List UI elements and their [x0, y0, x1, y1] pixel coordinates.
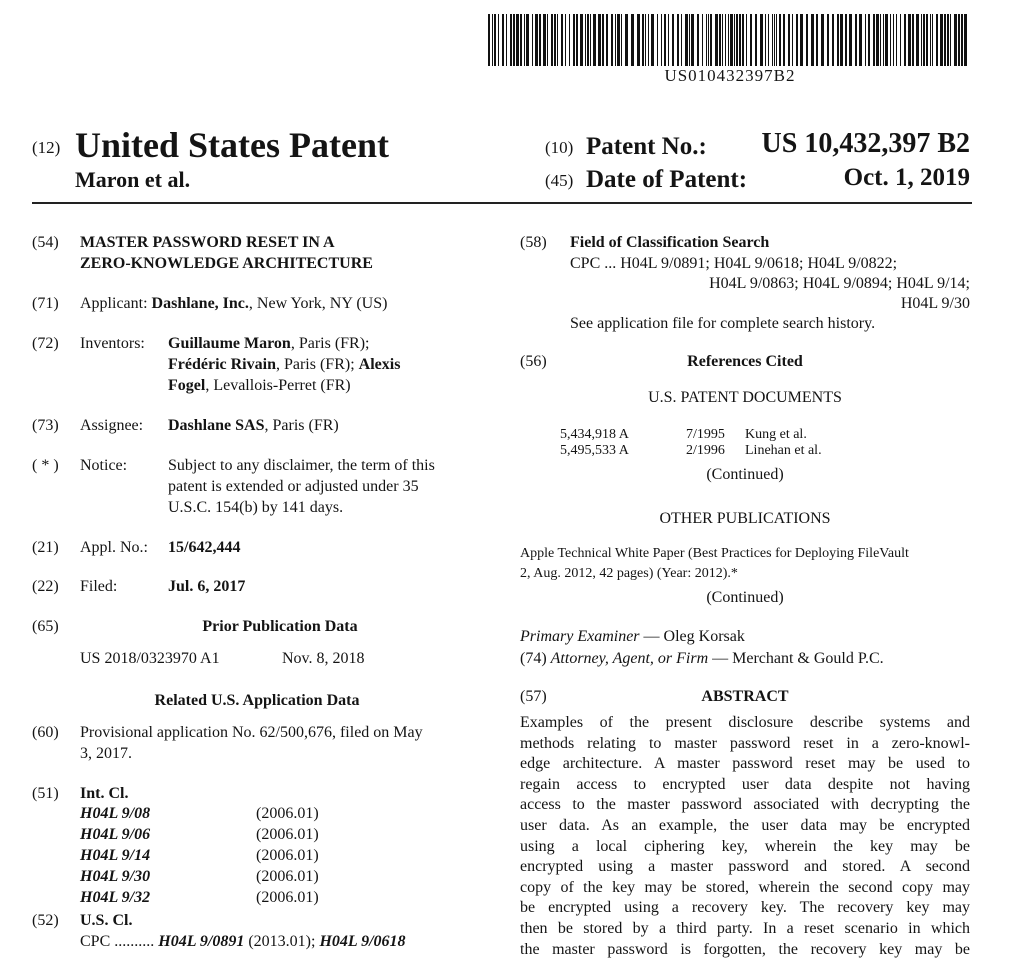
us-cl-label: U.S. Cl.	[80, 912, 133, 929]
us-patent-docs-heading: U.S. PATENT DOCUMENTS	[648, 389, 842, 406]
int-cl-class: H04L 9/06	[80, 826, 151, 843]
int-cl-year: (2006.01)	[256, 826, 319, 843]
barcode-bar	[765, 14, 766, 66]
invention-title-line2: ZERO-KNOWLEDGE ARCHITECTURE	[80, 255, 373, 272]
barcode-bar	[617, 14, 620, 66]
barcode-bar	[772, 14, 773, 66]
code-45: (45)	[545, 171, 574, 190]
applicant-line	[80, 293, 387, 314]
barcode-bar	[811, 14, 814, 66]
int-cl-class: H04L 9/30	[80, 868, 151, 885]
barcode-bar	[725, 14, 726, 66]
barcode-bar	[730, 14, 733, 66]
barcode-bar	[685, 14, 688, 66]
examiner-line	[520, 626, 745, 647]
barcode-bar	[893, 14, 894, 66]
prior-pub-heading: Prior Publication Data	[202, 618, 358, 635]
barcode-bar	[565, 14, 566, 66]
int-cl-year: (2006.01)	[256, 805, 319, 822]
barcode-bar	[779, 14, 781, 66]
barcode-bar	[587, 14, 589, 66]
other-publications-heading: OTHER PUBLICATIONS	[659, 510, 831, 527]
barcode-bar	[932, 14, 933, 66]
barcode-bar	[651, 14, 654, 66]
appl-no-value: 15/642,444	[168, 539, 241, 556]
ref-number: 5,434,918 A	[560, 427, 629, 442]
barcode-bar	[944, 14, 946, 66]
barcode-bar	[837, 14, 839, 66]
barcode-bar	[880, 14, 881, 66]
provisional-line1: Provisional application No. 62/500,676, filed on May	[80, 724, 423, 741]
barcode-bar	[502, 14, 504, 66]
barcode-bar	[954, 14, 957, 66]
inventors-line1	[168, 333, 370, 354]
classification-line4: See application file for complete search history.	[570, 315, 876, 332]
barcode-bar	[950, 14, 951, 66]
barcode-bar	[788, 14, 790, 66]
code-65: (65)	[32, 618, 59, 635]
barcode-bar	[739, 14, 741, 66]
barcode-bar	[750, 14, 752, 66]
barcode-bar	[868, 14, 870, 66]
filed-value: Jul. 6, 2017	[168, 578, 246, 595]
barcode-bar	[598, 14, 601, 66]
barcode-bar	[926, 14, 928, 66]
barcode-bar	[876, 14, 879, 66]
abstract-line: be encrypted using a recovery key. The recovery key may	[520, 899, 970, 917]
barcode-bar	[576, 14, 578, 66]
code-12: (12)	[32, 138, 61, 157]
provisional-line2: 3, 2017.	[80, 745, 132, 762]
barcode-bar	[526, 14, 529, 66]
patent-title: United States Patent	[75, 125, 389, 165]
inventor-name-2: Frédéric Rivain	[168, 356, 276, 373]
code-10: (10)	[545, 138, 574, 157]
barcode-bar	[961, 14, 963, 66]
notice-line1: Subject to any disclaimer, the term of this	[168, 457, 435, 474]
int-cl-class: H04L 9/08	[80, 805, 151, 822]
barcode-bar	[783, 14, 785, 66]
code-54: (54)	[32, 234, 59, 251]
barcode-bar	[734, 14, 735, 66]
barcode-bar	[573, 14, 575, 66]
barcode-bar	[535, 14, 538, 66]
patent-no-label: Patent No.:	[586, 133, 707, 160]
barcode-bar	[796, 14, 798, 66]
examiner-name: Oleg Korsak	[663, 628, 745, 645]
assignee-line	[168, 415, 339, 436]
barcode-bar	[755, 14, 757, 66]
notice-line2: patent is extended or adjusted under 35	[168, 478, 419, 495]
barcode-bar	[816, 14, 818, 66]
publication-line1: Apple Technical White Paper (Best Practices for Deploying FileVault	[520, 546, 909, 561]
barcode-bar	[890, 14, 891, 66]
abstract-line: user data. As an example, the user data may be encrypted	[520, 817, 970, 834]
barcode-bar	[792, 14, 793, 66]
applicant-name: Dashlane, Inc.	[151, 295, 249, 312]
barcode-bar	[883, 14, 884, 66]
barcode-bar	[832, 14, 834, 66]
barcode-bar	[510, 14, 512, 66]
inventor-name-3a: Alexis	[358, 356, 401, 373]
barcode-bar	[964, 14, 967, 66]
abstract-line: using a local ciphering key, wherein the key may be	[520, 837, 970, 855]
abstract-line: regain access to encrypted user data despite not having	[520, 775, 970, 793]
code-21: (21)	[32, 539, 59, 556]
barcode-bar	[645, 14, 646, 66]
barcode-bar	[746, 14, 747, 66]
barcode-bar	[736, 14, 738, 66]
applicant-label: Applicant:	[80, 295, 148, 312]
barcode-bar	[664, 14, 666, 66]
notice-code: ( * )	[32, 457, 59, 474]
barcode-bar	[637, 14, 640, 66]
prior-pub-date: Nov. 8, 2018	[282, 650, 365, 667]
barcode-bar	[532, 14, 533, 66]
notice-line3: U.S.C. 154(b) by 141 days.	[168, 499, 344, 516]
barcode-bar	[672, 14, 674, 66]
barcode-bar	[930, 14, 931, 66]
ref-name: Linehan et al.	[745, 443, 822, 458]
barcode-bar	[806, 14, 808, 66]
abstract-line: access to the master password associated with decrypting the	[520, 796, 970, 814]
code-71: (71)	[32, 295, 59, 312]
code-73: (73)	[32, 417, 59, 434]
barcode-bar	[557, 14, 558, 66]
barcode-bar	[494, 14, 496, 66]
examiner-sep: —	[639, 628, 664, 645]
barcode-bar	[621, 14, 622, 66]
inventors-label: Inventors:	[80, 335, 145, 352]
barcode-bar	[602, 14, 604, 66]
code-56: (56)	[520, 353, 547, 370]
abstract-line: encrypted using a master password and stored. A second	[520, 858, 970, 876]
ref-date: 2/1996	[686, 443, 725, 458]
barcode-bar	[606, 14, 608, 66]
prior-pub-number: US 2018/0323970 A1	[80, 650, 220, 667]
inventor-loc-3: , Levallois-Perret (FR)	[205, 377, 351, 394]
barcode-bar	[580, 14, 583, 66]
assignee-label: Assignee:	[80, 417, 144, 434]
references-continued: (Continued)	[706, 466, 784, 483]
code-74: (74)	[520, 650, 547, 667]
abstract-line: methods relating to master password reset in a zero-knowl-	[520, 734, 970, 752]
abstract-line: then be stored by a third party. In a reset scenario in which	[520, 920, 970, 937]
barcode-bar	[958, 14, 960, 66]
barcode-bar	[728, 14, 729, 66]
barcode-bar	[642, 14, 644, 66]
barcode-bar	[947, 14, 949, 66]
classification-line3: H04L 9/30	[900, 295, 970, 312]
inventors-line2	[168, 354, 400, 375]
abstract-line: copy of the key may be stored, wherein the second copy may	[520, 878, 970, 896]
barcode-bar	[710, 14, 712, 66]
publication-line2: 2, Aug. 2012, 42 pages) (Year: 2012).*	[520, 566, 738, 581]
barcode-bar	[885, 14, 888, 66]
barcode-bar	[923, 14, 925, 66]
barcode-bar	[543, 14, 546, 66]
barcode-bar	[845, 14, 847, 66]
barcode-bar	[611, 14, 613, 66]
barcode-bar	[668, 14, 669, 66]
barcode-bar	[648, 14, 649, 66]
barcode-bar	[615, 14, 616, 66]
notice-label: Notice:	[80, 457, 128, 474]
date-label: Date of Patent:	[586, 166, 748, 193]
barcode-bar	[940, 14, 943, 66]
inventor-loc-2: , Paris (FR);	[275, 356, 359, 373]
barcode-bar	[691, 14, 694, 66]
barcode-bar	[849, 14, 852, 66]
classification-line2: H04L 9/0863; H04L 9/0894; H04L 9/14;	[709, 275, 970, 292]
barcode-bar	[708, 14, 709, 66]
barcode-bar	[715, 14, 718, 66]
barcode-bar	[921, 14, 922, 66]
inventor-name-1: Guillaume Maron	[168, 335, 291, 352]
barcode-bar	[631, 14, 634, 66]
int-cl-year: (2006.01)	[256, 889, 319, 906]
barcode-bar	[561, 14, 563, 66]
us-cl-cpc-line	[80, 931, 406, 952]
barcode-bar	[539, 14, 541, 66]
ref-number: 5,495,533 A	[560, 443, 629, 458]
inventors-line3	[168, 375, 351, 396]
barcode-bar	[821, 14, 824, 66]
attorney-sep: —	[708, 650, 733, 667]
barcode-bar	[554, 14, 556, 66]
barcode-bar	[855, 14, 857, 66]
barcode	[488, 14, 972, 66]
barcode-number: US010432397B2	[664, 66, 796, 85]
barcode-bar	[936, 14, 938, 66]
barcode-bar	[677, 14, 679, 66]
barcode-bar	[827, 14, 829, 66]
invention-title-line1: MASTER PASSWORD RESET IN A	[80, 234, 335, 251]
barcode-bar	[706, 14, 707, 66]
barcode-bar	[702, 14, 703, 66]
barcode-bar	[768, 14, 769, 66]
barcode-bar	[492, 14, 493, 66]
attorney-name: Merchant & Gould P.C.	[732, 650, 884, 667]
int-cl-class: H04L 9/14	[80, 847, 151, 864]
appl-no-label: Appl. No.:	[80, 539, 148, 556]
barcode-bar	[593, 14, 596, 66]
attorney-label: Attorney, Agent, or Firm	[550, 650, 709, 667]
barcode-bar	[689, 14, 690, 66]
barcode-bar	[912, 14, 914, 66]
barcode-bar	[506, 14, 507, 66]
filed-label: Filed:	[80, 578, 118, 595]
barcode-bar	[722, 14, 723, 66]
barcode-bar	[498, 14, 499, 66]
code-52: (52)	[32, 912, 59, 929]
barcode-bar	[520, 14, 522, 66]
patent-number: US 10,432,397 B2	[761, 128, 970, 159]
code-51: (51)	[32, 785, 59, 802]
barcode-bar	[681, 14, 682, 66]
abstract-line: Examples of the present disclosure describe systems and	[520, 714, 970, 731]
attorney-line	[520, 648, 884, 669]
barcode-bar	[904, 14, 906, 66]
barcode-bar	[760, 14, 763, 66]
int-cl-label: Int. Cl.	[80, 785, 129, 802]
barcode-bar	[551, 14, 553, 66]
us-cl-year-1: (2013.01);	[244, 933, 320, 950]
classification-line1: CPC ... H04L 9/0891; H04L 9/0618; H04L 9/0822;	[570, 255, 898, 272]
inventor-loc-1: , Paris (FR);	[290, 335, 370, 352]
barcode-bar	[916, 14, 919, 66]
assignee-location: , Paris (FR)	[264, 417, 339, 434]
classification-heading: Field of Classification Search	[570, 234, 770, 251]
barcode-bar	[774, 14, 775, 66]
barcode-bar	[896, 14, 897, 66]
abstract-line: edge architecture. A master password reset may be used to	[520, 755, 970, 773]
barcode-bar	[590, 14, 591, 66]
barcode-bar	[661, 14, 662, 66]
barcode-bar	[900, 14, 901, 66]
code-58: (58)	[520, 234, 547, 251]
barcode-bar	[873, 14, 875, 66]
barcode-bar	[524, 14, 525, 66]
applicant-location: , New York, NY (US)	[248, 295, 388, 312]
code-72: (72)	[32, 335, 59, 352]
barcode-bar	[488, 14, 490, 66]
barcode-bar	[908, 14, 911, 66]
patent-date: Oct. 1, 2019	[843, 164, 970, 191]
assignee-name: Dashlane SAS	[168, 417, 265, 434]
int-cl-year: (2006.01)	[256, 847, 319, 864]
us-cl-class-2: H04L 9/0618	[319, 933, 406, 950]
us-cl-cpc: CPC ..........	[80, 933, 155, 950]
code-60: (60)	[32, 724, 59, 741]
references-heading: References Cited	[687, 353, 803, 370]
barcode-bar	[742, 14, 744, 66]
barcode-bar	[513, 14, 515, 66]
publications-continued: (Continued)	[706, 589, 784, 606]
us-cl-class-1: H04L 9/0891	[158, 933, 245, 950]
ref-name: Kung et al.	[745, 427, 807, 442]
int-cl-class: H04L 9/32	[80, 889, 151, 906]
barcode-bar	[865, 14, 866, 66]
barcode-bar	[776, 14, 777, 66]
ref-date: 7/1995	[686, 427, 725, 442]
barcode-bar	[516, 14, 519, 66]
barcode-bar	[719, 14, 721, 66]
barcode-bar	[625, 14, 628, 66]
code-22: (22)	[32, 578, 59, 595]
barcode-bar	[569, 14, 570, 66]
int-cl-year: (2006.01)	[256, 868, 319, 885]
barcode-bar	[697, 14, 699, 66]
barcode-bar	[585, 14, 586, 66]
barcode-bar	[840, 14, 843, 66]
barcode-bar	[800, 14, 803, 66]
inventor-name-3b: Fogel	[168, 377, 206, 394]
abstract-line: the master password is forgotten, the recovery key may be	[520, 940, 970, 958]
related-heading: Related U.S. Application Data	[154, 692, 360, 709]
header-rule	[32, 202, 972, 204]
barcode-bar	[657, 14, 658, 66]
abstract-heading: ABSTRACT	[701, 688, 789, 705]
barcode-bar	[547, 14, 548, 66]
code-57: (57)	[520, 688, 547, 705]
barcode-bar	[859, 14, 862, 66]
authors: Maron et al.	[75, 167, 191, 192]
examiner-label: Primary Examiner	[520, 628, 640, 645]
